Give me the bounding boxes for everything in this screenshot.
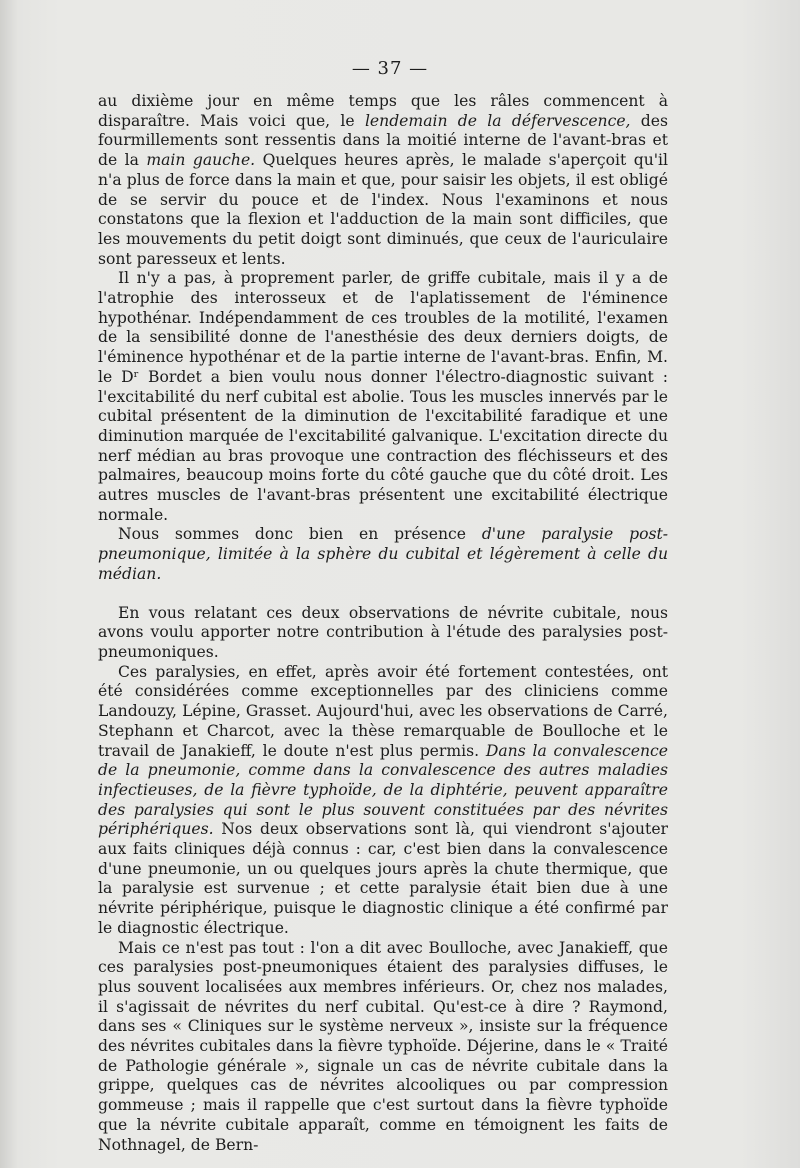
paragraph xyxy=(98,92,668,269)
text-run: Quelques heures après, le malade s'aperçoit qu'il n'a plus de force dans la main et que, pour saisir les objets, il est obligé de se servir du pouce et de l'index. Nous l'examinons et nous constatons que la flexion et l'adduction de la main sont difficiles, que les mouvements du petit doigt sont diminués, que ceux de l'auriculaire sont paresseux et lents. xyxy=(98,151,668,268)
italic-text: Dans la convalescence de la pneumonie, comme dans la convalescence des autres maladies infectieuses, de la fièvre typhoïde, de la diphtérie, peuvent apparaître des paralysies qui sont le plus souvent constituées par des névrites périphériques. xyxy=(98,741,669,839)
text-run: Nos deux observations sont là, qui viendront s'ajouter aux faits cliniques déjà connus : car, c'est bien dans la convalescence d'une pneumonie, un ou quelques jours après la chute thermique, que la paralysie est survenue ; et cette paralysie était bien due à une névrite périphérique, puisque le diagnostic clinique a été confirmé par le diagnostic électrique. xyxy=(98,820,668,937)
body-text xyxy=(98,92,668,1155)
italic-text: main gauche. xyxy=(146,151,256,170)
paragraph xyxy=(98,269,668,525)
text-run: des fourmillements sont ressentis dans la moitié interne de l'avant-bras et de la xyxy=(98,111,669,170)
text-run: au dixième jour en même temps que les râles commencent à disparaître. Mais voici que, le xyxy=(98,92,668,130)
paragraph xyxy=(98,939,668,1156)
page-number: — 37 — xyxy=(351,58,429,79)
text-run: Mais ce n'est pas tout : l'on a dit avec Boulloche, avec Janakieff, que ces paralysies post-pneumoniques étaient des paralysies diffuses, le plus souvent localisées aux membres inférieurs. Or, chez nos malades, il s'agissait de névrites du nerf cubital. Qu'est-ce à dire ? Raymond, dans ses « Cliniques sur le système nerveux », insiste sur la fréquence des névrites cubitales dans la fièvre typhoïde. Déjerine, dans le « Traité de Pathologie générale », signale un cas de névrite cubitale dans la grippe, quelques cas de névrites alcooliques ou par compression gommeuse ; mais il rappelle que c'est surtout dans la fièvre typhoïde que la névrite cubitale apparaît, comme en témoignent les faits de Nothnagel, de Bern- xyxy=(98,938,668,1154)
paragraph xyxy=(98,525,668,584)
text-run: En vous relatant ces deux observations de névrite cubitale, nous avons voulu apporter notre contribution à l'étude des paralysies post-pneumoniques. xyxy=(98,603,668,661)
paragraph xyxy=(98,604,668,663)
text-run: Ces paralysies, en effet, après avoir été fortement contestées, ont été considérées comme exceptionnelles par des cliniciens comme Landouzy, Lépine, Grasset. Aujourd'hui, avec les observations de Carré, Stephann et Charcot, avec la thèse remarquable de Boulloche et le travail de Janakieff, le doute n'est plus permis. xyxy=(98,662,668,760)
text-run: Il n'y a pas, à proprement parler, de griffe cubitale, mais il y a de l'atrophie des interosseux et de l'aplatissement de l'éminence hypothénar. Indépendamment de ces troubles de la motilité, l'examen de la sensibilité donne de l'anesthésie des deux derniers doigts, de l'éminence hypothénar et de la partie interne de l'avant-bras. Enfin, M. le Dʳ Bordet a bien voulu nous donner l'électro-diagnostic suivant : l'excitabilité du nerf cubital est abolie. Tous les muscles innervés par le cubital présentent de la diminution de l'excitabilité faradique et une diminution marquée de l'excitabilité galvanique. L'excitation directe du nerf médian au bras provoque une contraction des fléchisseurs et des palmaires, beaucoup moins forte du côté gauche que du côté droit. Les autres muscles de l'avant-bras présentent une excitabilité électrique normale. xyxy=(98,269,668,524)
italic-text: lendemain de la défervescence, xyxy=(364,111,631,130)
text-run: Nous sommes donc bien en présence xyxy=(118,525,482,544)
paragraph xyxy=(98,663,668,939)
italic-text: d'une paralysie post-pneumonique, limitée à la sphère du cubital et légèrement à celle du médian. xyxy=(98,525,669,583)
